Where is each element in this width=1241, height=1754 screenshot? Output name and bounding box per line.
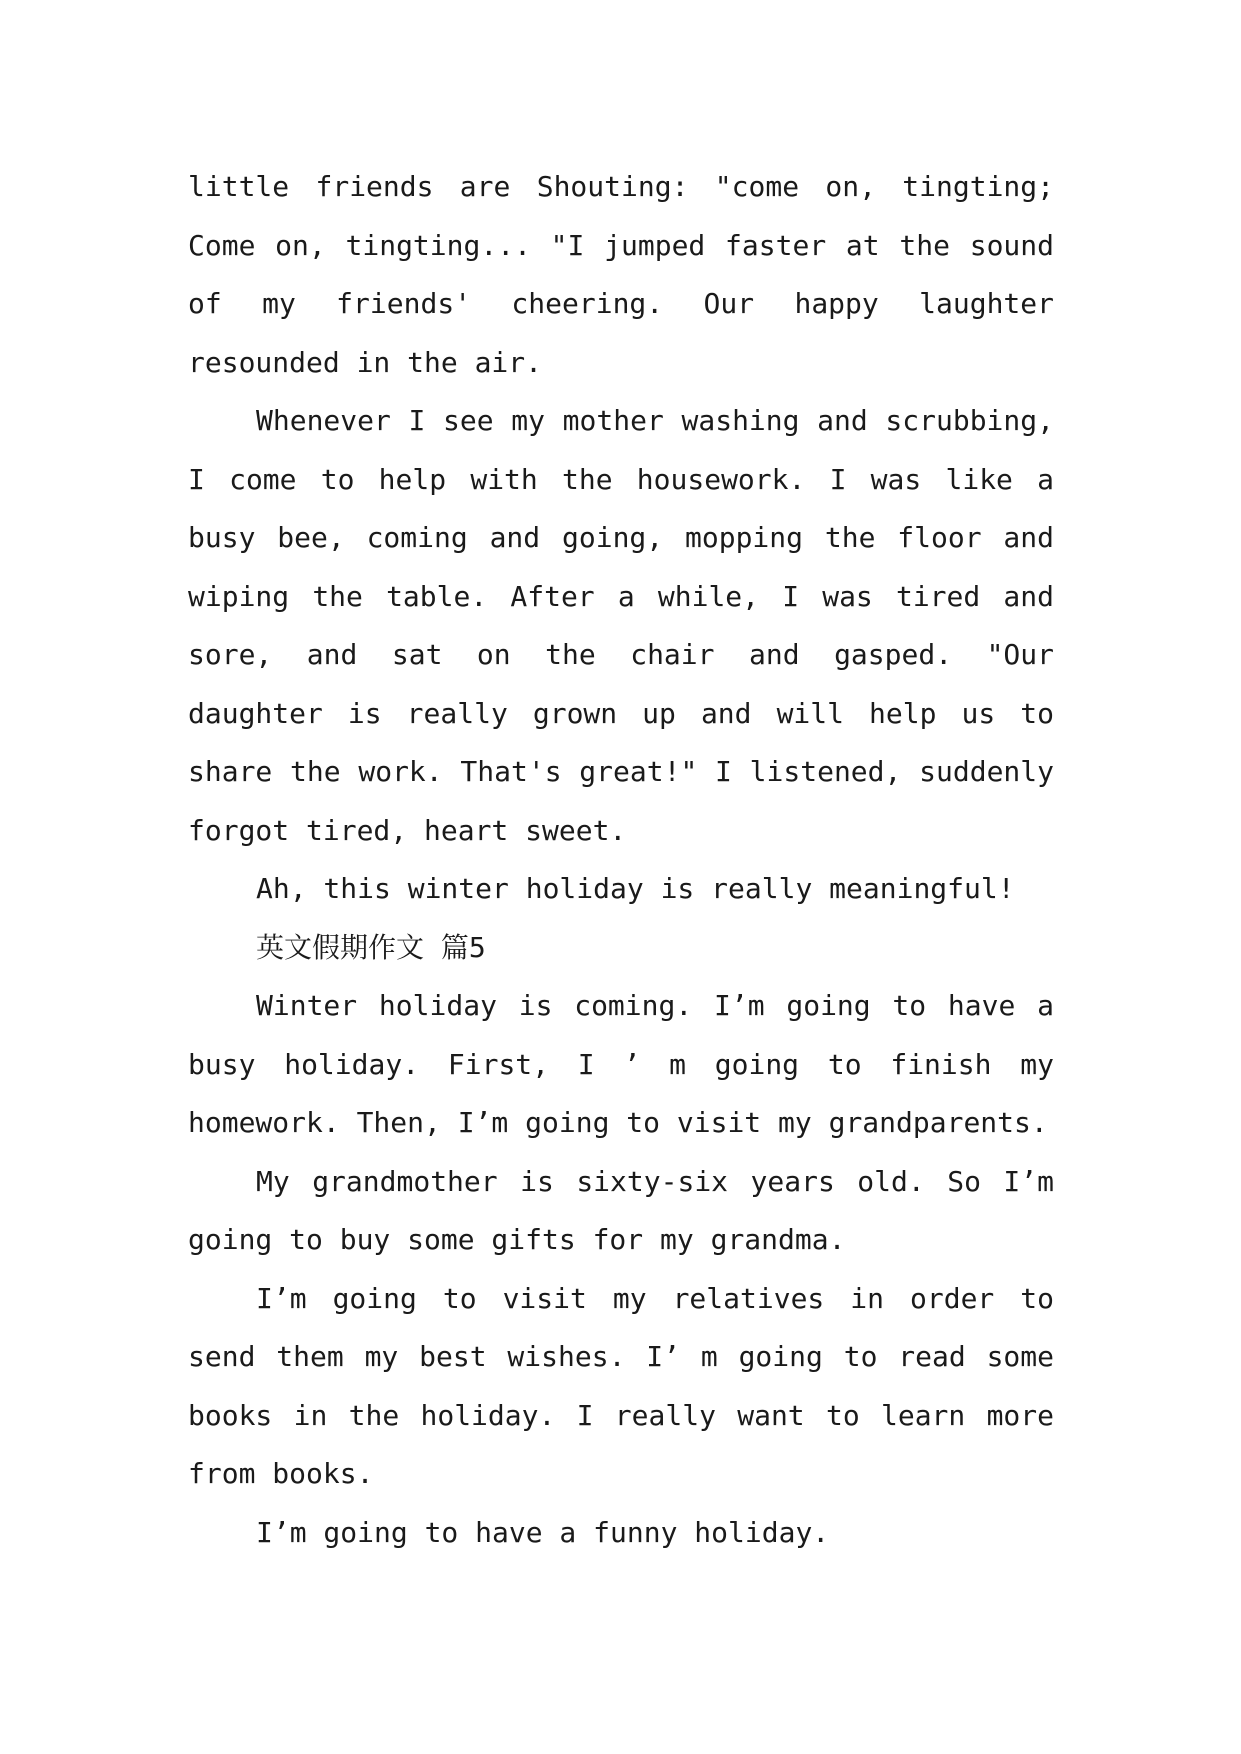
paragraph-housework: Whenever I see my mother washing and scrubbing, I come to help with the housework. I was like a busy bee, coming and going, mopping the floor and wiping the table. After a while, I was tired and sore, and sat on the chair and gasped. "Our daughter is really grown up and will help us to share the work. That's great!" I listened, suddenly forgot tired, heart sweet. [188, 404, 1054, 847]
paragraph-grandmother: My grandmother is sixty-six years old. So I’m going to buy some gifts for my grandma. [188, 1164, 1054, 1256]
document-body [188, 158, 1054, 1562]
section-title: 英文假期作文 篇5 [256, 930, 486, 964]
paragraph-winter-holiday: Winter holiday is coming. I’m going to have a busy holiday. First, I ’ m going to finish my homework. Then, I’m going to visit my grandparents. [188, 989, 1054, 1139]
paragraph-conclusion: Ah, this winter holiday is really meaningful! [256, 872, 1015, 905]
paragraph-continued: little friends are Shouting: "come on, tingting; Come on, tingting... "I jumped faster at the sound of my friends' cheering. Our happy laughter resounded in the air. [188, 170, 1054, 379]
paragraph-relatives: I’m going to visit my relatives in order to send them my best wishes. I’ m going to read some books in the holiday. I really want to learn more from books. [188, 1281, 1054, 1490]
paragraph-funny-holiday: I’m going to have a funny holiday. [256, 1515, 830, 1549]
